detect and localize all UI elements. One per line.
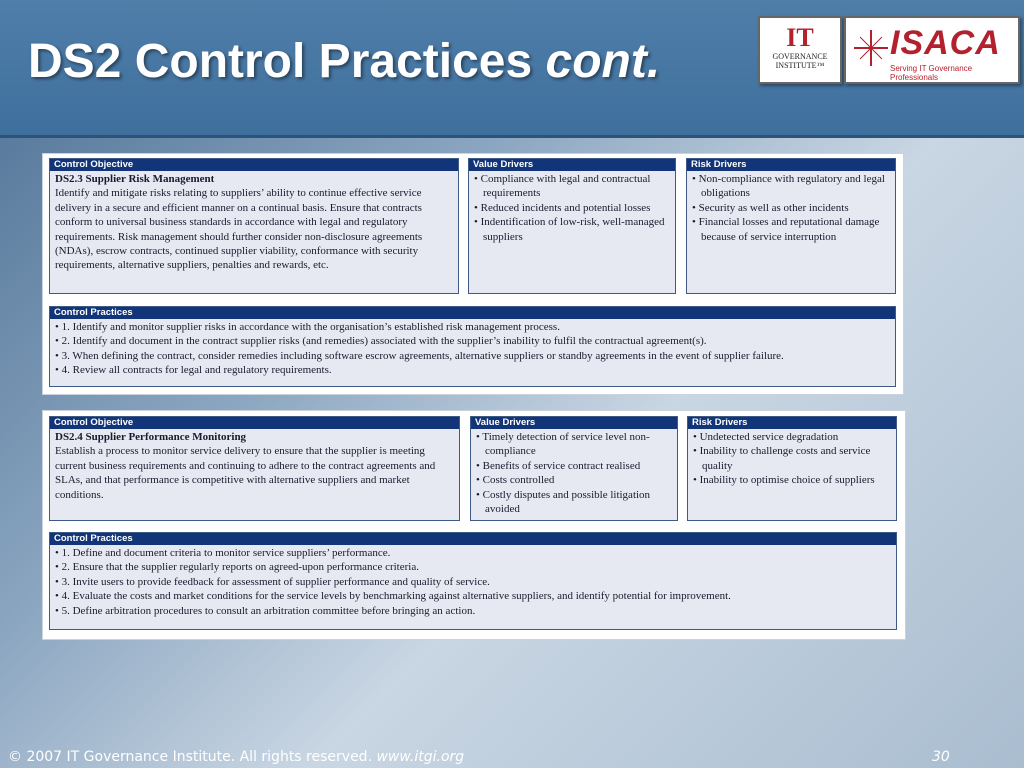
risk-drivers-box: Risk Drivers • Undetected service degradation • Inability to challenge costs and service quality • Inability to optimise choice of suppliers	[687, 416, 897, 521]
list-item: • Reduced incidents and potential losses	[474, 201, 670, 215]
list-item: • Costs controlled	[476, 473, 672, 487]
list-item: • Inability to optimise choice of suppliers	[693, 473, 891, 487]
list-item: • Non-compliance with regulatory and legal obligations	[692, 172, 890, 201]
footer	[0, 744, 1024, 768]
risk-drivers-box: Risk Drivers • Non-compliance with regulatory and legal obligations • Security as well as other incidents • Financial losses and reputational damage because of service interruption	[686, 158, 896, 294]
section-ds2-4	[42, 410, 906, 640]
list-item: • 5. Define arbitration procedures to consult an arbitration committee before bringing an action.	[55, 604, 891, 618]
list-item: • 2. Identify and document in the contract supplier risks (and remedies) associated with the supplier’s inability to fulfil the contractual agreement(s).	[55, 334, 890, 348]
list-item: • 1. Define and document criteria to monitor service suppliers’ performance.	[55, 546, 891, 560]
list-item: • 3. Invite users to provide feedback for assessment of supplier performance and quality of service.	[55, 575, 891, 589]
list-item: • 4. Evaluate the costs and market conditions for the service levels by benchmarking against alternative suppliers, and identify potential for improvement.	[55, 589, 891, 603]
list-item: • 1. Identify and monitor supplier risks in accordance with the organisation’s established risk management process.	[55, 320, 890, 334]
list-item: • Undetected service degradation	[693, 430, 891, 444]
control-practices-box: Control Practices • 1. Identify and monitor supplier risks in accordance with the organisation’s established risk management process. • 2. Identify and document in the contract supplier risks (and remedies) associated with the supplier’s inability to fulfil the contractual agreement(s). • 3. When defining the contract, consider remedies including software escrow agreements, alternative suppliers or standby agreements in the event of supplier failure. • 4. Review all contracts for legal and regulatory requirements.	[49, 306, 896, 387]
copyright-notice: © 2007 IT Governance Institute. All rights reserved. www.itgi.org	[8, 749, 465, 765]
itgi-logo: IT GOVERNANCE INSTITUTE™	[758, 16, 842, 84]
control-objective-box: Control Objective DS2.3 Supplier Risk Management Identify and mitigate risks relating to suppliers’ ability to continue effective service delivery in a secure and efficient manner on a continual basis. Ensure that contracts conform to universal business standards in accordance with legal and regulatory requirements. Risk management should further consider non-disclosure agreements (NDAs), escrow contracts, continued supplier viability, conformance with security requirements, alternative suppliers, penalties and rewards, etc.	[49, 158, 459, 294]
list-item: • 4. Review all contracts for legal and regulatory requirements.	[55, 363, 890, 377]
page-title: DS2 Control Practices cont.	[28, 35, 661, 88]
page-number: 30	[932, 749, 950, 765]
value-drivers-box: Value Drivers • Compliance with legal and contractual requirements • Reduced incidents and potential losses • Indentification of low-risk, well-managed suppliers	[468, 158, 676, 294]
website-link[interactable]: www.itgi.org	[376, 749, 465, 765]
list-item: • Benefits of service contract realised	[476, 459, 672, 473]
value-drivers-box: Value Drivers • Timely detection of service level non-compliance • Benefits of service contract realised • Costs controlled • Costly disputes and possible litigation avoided	[470, 416, 678, 521]
list-item: • 3. When defining the contract, consider remedies including software escrow agreements, alternative suppliers or standby agreements in the event of supplier failure.	[55, 349, 890, 363]
list-item: • Indentification of low-risk, well-managed suppliers	[474, 215, 670, 244]
control-objective-box: Control Objective DS2.4 Supplier Performance Monitoring Establish a process to monitor service delivery to ensure that the supplier is meeting current business requirements and continuing to adhere to the contract agreements and SLAs, and that performance is competitive with alternative suppliers and market conditions.	[49, 416, 460, 521]
isaca-logo: ISACA Serving IT Governance Professionals	[844, 16, 1020, 84]
control-practices-box: Control Practices • 1. Define and document criteria to monitor service suppliers’ performance. • 2. Ensure that the supplier regularly reports on agreed-upon performance criteria. • 3. Invite users to provide feedback for assessment of supplier performance and quality of service. • 4. Evaluate the costs and market conditions for the service levels by benchmarking against alternative suppliers, and identify potential for improvement. • 5. Define arbitration procedures to consult an arbitration committee before bringing an action.	[49, 532, 897, 630]
list-item: • Costly disputes and possible litigation avoided	[476, 488, 672, 517]
isaca-star-icon	[852, 28, 890, 68]
list-item: • Compliance with legal and contractual requirements	[474, 172, 670, 201]
section-ds2-3	[42, 153, 904, 395]
list-item: • Inability to challenge costs and service quality	[693, 444, 891, 473]
list-item: • Financial losses and reputational damage because of service interruption	[692, 215, 890, 244]
list-item: • Timely detection of service level non-compliance	[476, 430, 672, 459]
list-item: • 2. Ensure that the supplier regularly reports on agreed-upon performance criteria.	[55, 560, 891, 574]
title-bar	[0, 0, 1024, 138]
list-item: • Security as well as other incidents	[692, 201, 890, 215]
